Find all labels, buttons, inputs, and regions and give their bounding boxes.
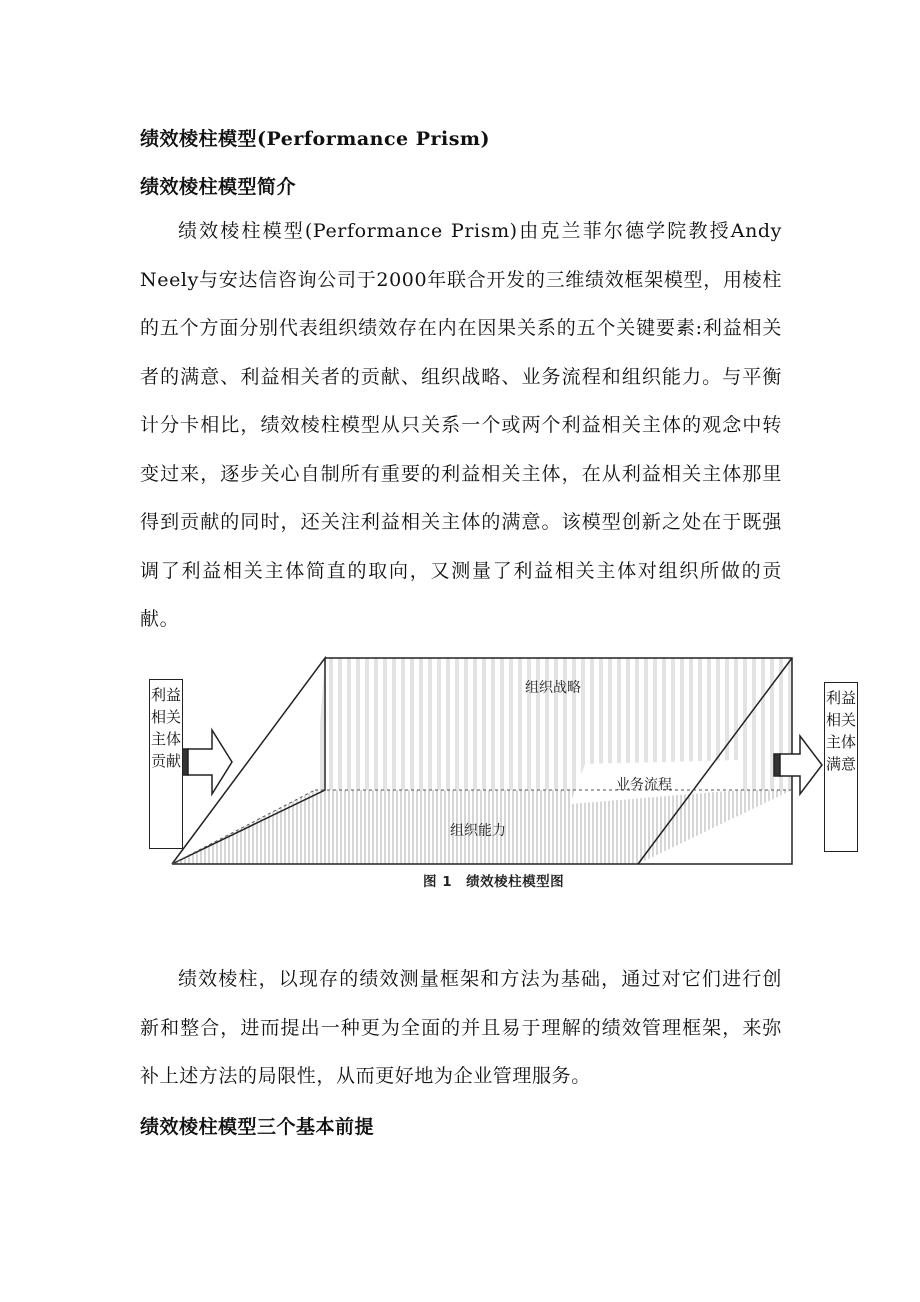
label-capability: 组织能力	[450, 823, 506, 839]
performance-prism-figure	[140, 652, 860, 892]
left-arrow	[182, 730, 232, 794]
figure-caption: 图 1 绩效棱柱模型图	[423, 874, 565, 890]
document-title: 绩效棱柱模型(Performance Prism)	[140, 128, 491, 150]
intro-paragraph: 绩效棱柱模型(Performance Prism)由克兰菲尔德学院教授Andy Neely与安达信咨询公司于2000年联合开发的三维绩效框架模型，用棱柱的五个方面分别代表组织绩效存在内在因果关系的五个关键要素:利益相关者的满意、利益相关者的贡献、组织战略、业务流程和组织能力。与平衡计分卡相比，绩效棱柱模型从只关系一个或两个利益相关主体的观念中转变过来，逐步关心自制所有重要的利益相关主体，在从利益相关主体那里得到贡献的同时，还关注利益相关主体的满意。该模型创新之处在于既强调了利益相关主体简直的取向，又测量了利益相关主体对组织所做的贡献。	[140, 220, 782, 630]
left-stakeholder-box: 利益相关主体贡献	[149, 679, 183, 849]
label-strategy: 组织战略	[525, 680, 581, 696]
right-stakeholder-box: 利益相关主体满意	[824, 682, 858, 852]
section-heading-intro: 绩效棱柱模型简介	[140, 176, 297, 198]
section-heading-premises: 绩效棱柱模型三个基本前提	[140, 1116, 375, 1138]
prism-diagram	[140, 652, 860, 892]
label-process: 业务流程	[616, 777, 672, 793]
framework-paragraph: 绩效棱柱，以现存的绩效测量框架和方法为基础，通过对它们进行创新和整合，进而提出一种更为全面的并且易于理解的绩效管理框架，来弥补上述方法的局限性，从而更好地为企业管理服务。	[140, 968, 782, 1087]
